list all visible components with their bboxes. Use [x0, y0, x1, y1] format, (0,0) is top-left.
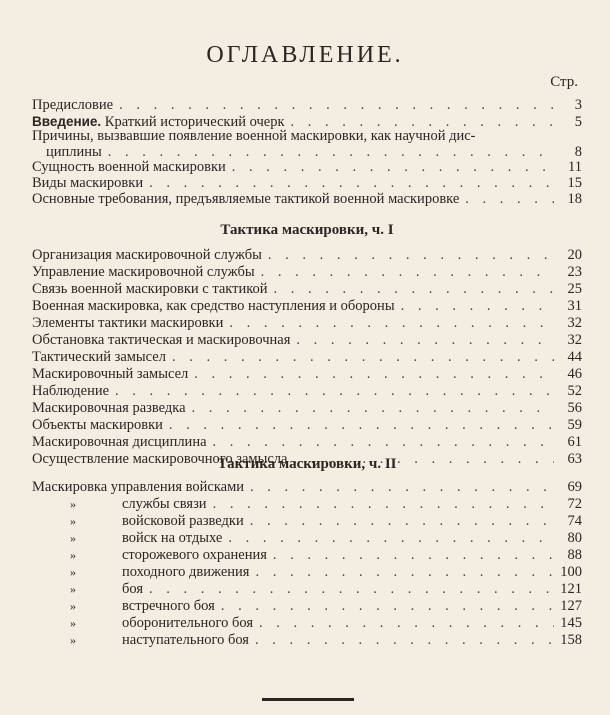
ditto-mark: »	[70, 514, 76, 528]
leader-dots	[250, 513, 554, 530]
entry-title: Обстановка тактическая и маскировочная	[32, 332, 291, 348]
entry-title: Элементы тактики маскировки	[32, 315, 224, 331]
toc-entry	[32, 632, 582, 649]
ditto-mark: »	[70, 582, 76, 596]
toc-entry	[32, 598, 582, 615]
entry-title: походного движения	[122, 564, 250, 580]
leader-dots	[221, 598, 554, 615]
leader-dots	[232, 160, 554, 176]
entry-page: 3	[574, 97, 582, 113]
leader-dots	[169, 417, 554, 434]
entry-page: 23	[567, 264, 582, 280]
entry-title: оборонительного боя	[122, 615, 254, 631]
entry-page: 8	[574, 143, 582, 160]
entry-page: 20	[567, 247, 582, 263]
toc-entry	[32, 479, 582, 496]
entry-page: 145	[560, 615, 582, 631]
entry-title: циплины	[46, 143, 102, 160]
entry-page: 56	[567, 400, 582, 416]
toc-entry	[32, 581, 582, 598]
leader-dots	[115, 383, 554, 400]
section-heading: Тактика маскировки, ч. I	[220, 222, 394, 238]
toc-entry	[32, 160, 582, 176]
leader-dots	[465, 192, 554, 208]
ditto-mark: »	[70, 565, 76, 579]
leader-dots	[213, 496, 554, 513]
entry-page: 69	[567, 479, 582, 495]
entry-page: 52	[567, 383, 582, 399]
entry-page: 31	[567, 298, 582, 314]
leader-dots	[229, 315, 554, 332]
leader-dots	[149, 176, 554, 192]
toc-entry	[32, 129, 582, 145]
entry-page: 158	[560, 632, 582, 648]
entry-page: 121	[560, 581, 582, 597]
ditto-mark: »	[70, 633, 76, 647]
entry-title: Предисловие	[32, 97, 114, 113]
toc-entry-continuation	[32, 145, 582, 161]
toc-entry	[32, 349, 582, 366]
entry-page: 63	[567, 451, 582, 467]
leader-dots	[250, 479, 554, 496]
entry-title: сторожевого охранения	[122, 547, 267, 563]
entry-page: 5	[574, 113, 582, 130]
entry-page: 15	[567, 174, 582, 191]
leader-dots	[192, 400, 554, 417]
entry-title: Основные требования, предъявляемые тактикой военной маскировке	[32, 190, 460, 207]
toc-entry	[32, 530, 582, 547]
toc-entry	[32, 98, 582, 114]
leader-dots	[149, 581, 554, 598]
entry-title: службы связи	[122, 496, 207, 512]
entry-page: 100	[560, 564, 582, 580]
leader-dots	[274, 281, 554, 298]
page-title: ОГЛАВЛЕНИЕ.	[206, 42, 404, 68]
ditto-mark: »	[70, 548, 76, 562]
leader-dots	[401, 298, 554, 315]
leader-dots	[228, 530, 554, 547]
entry-title: Объекты маскировки	[32, 417, 163, 433]
section-heading: Тактика маскировки, ч. II	[217, 456, 397, 472]
entry-title: войсковой разведки	[122, 513, 244, 529]
entry-title: встречного боя	[122, 598, 215, 614]
page-column-label: Стр.	[550, 74, 578, 90]
entry-page: 32	[567, 332, 582, 348]
toc-entry	[32, 332, 582, 349]
entry-title: Связь военной маскировки с тактикой	[32, 281, 268, 297]
entry-title: Наблюдение	[32, 383, 110, 399]
entry-title: Военная маскировка, как средство наступления и обороны	[32, 298, 395, 314]
entry-title: войск на отдыхе	[122, 530, 223, 546]
leader-dots	[273, 547, 554, 564]
entry-title: Маскировочная разведка	[32, 400, 186, 416]
part2-section	[32, 453, 582, 649]
toc-entry	[32, 298, 582, 315]
entry-title: Осуществление маскировочного замысла	[32, 451, 288, 467]
entry-page: 59	[567, 417, 582, 433]
ditto-mark: »	[70, 616, 76, 630]
leader-dots	[213, 434, 554, 451]
entry-title: боя	[122, 581, 144, 597]
entry-page: 80	[567, 530, 582, 546]
entry-title: Организация маскировочной службы	[32, 247, 262, 263]
toc-entry	[32, 434, 582, 451]
entry-title: Сущность военной маскировки	[32, 159, 226, 176]
toc-entry	[32, 114, 582, 130]
entry-title: Причины, вызвавшие появление военной маскировки, как научной дис-	[32, 128, 476, 145]
entry-bold-label: Введение.	[32, 113, 102, 129]
ditto-mark: »	[70, 599, 76, 613]
entry-page: 46	[567, 366, 582, 382]
part1-section	[32, 219, 582, 468]
entry-page: 11	[568, 159, 582, 176]
leader-dots	[255, 564, 554, 581]
toc-entry	[32, 513, 582, 530]
toc-entry	[32, 400, 582, 417]
leader-dots	[172, 349, 554, 366]
ditto-mark: »	[70, 497, 76, 511]
toc-entry	[32, 564, 582, 581]
toc-entry	[32, 383, 582, 400]
toc-entry	[32, 192, 582, 208]
closing-rule	[262, 698, 354, 701]
toc-entry	[32, 176, 582, 192]
entry-page: 61	[567, 434, 582, 450]
leader-dots	[255, 632, 554, 649]
entry-title: Маскировка управления войсками	[32, 479, 245, 495]
entry-title-text: Краткий исторический очерк	[104, 113, 285, 130]
toc-entry	[32, 366, 582, 383]
toc-entry	[32, 281, 582, 298]
leader-dots	[259, 615, 554, 632]
entry-page: 88	[567, 547, 582, 563]
entry-page: 72	[567, 496, 582, 512]
leader-dots	[194, 366, 554, 383]
leader-dots	[108, 145, 554, 161]
entry-page: 44	[567, 349, 582, 365]
entry-title: Маскировочная дисциплина	[32, 434, 207, 450]
leader-dots	[261, 264, 554, 281]
toc-entry	[32, 496, 582, 513]
intro-section	[32, 98, 582, 207]
entry-title: Виды маскировки	[32, 174, 144, 191]
entry-title: Тактический замысел	[32, 349, 166, 365]
entry-page: 32	[567, 315, 582, 331]
toc-entry	[32, 547, 582, 564]
entry-page: 127	[560, 598, 582, 614]
entry-title: наступательного боя	[122, 632, 249, 648]
toc-entry	[32, 615, 582, 632]
leader-dots	[268, 247, 554, 264]
leader-dots	[119, 98, 554, 114]
toc-entry	[32, 264, 582, 281]
ditto-mark: »	[70, 531, 76, 545]
toc-entry	[32, 417, 582, 434]
leader-dots	[296, 332, 554, 349]
toc-entry	[32, 247, 582, 264]
entry-page: 18	[567, 190, 582, 207]
toc-entry	[32, 315, 582, 332]
entry-page: 25	[567, 281, 582, 297]
entry-page: 74	[567, 513, 582, 529]
entry-title: Управление маскировочной службы	[32, 264, 255, 280]
entry-title: Маскировочный замысел	[32, 366, 189, 382]
